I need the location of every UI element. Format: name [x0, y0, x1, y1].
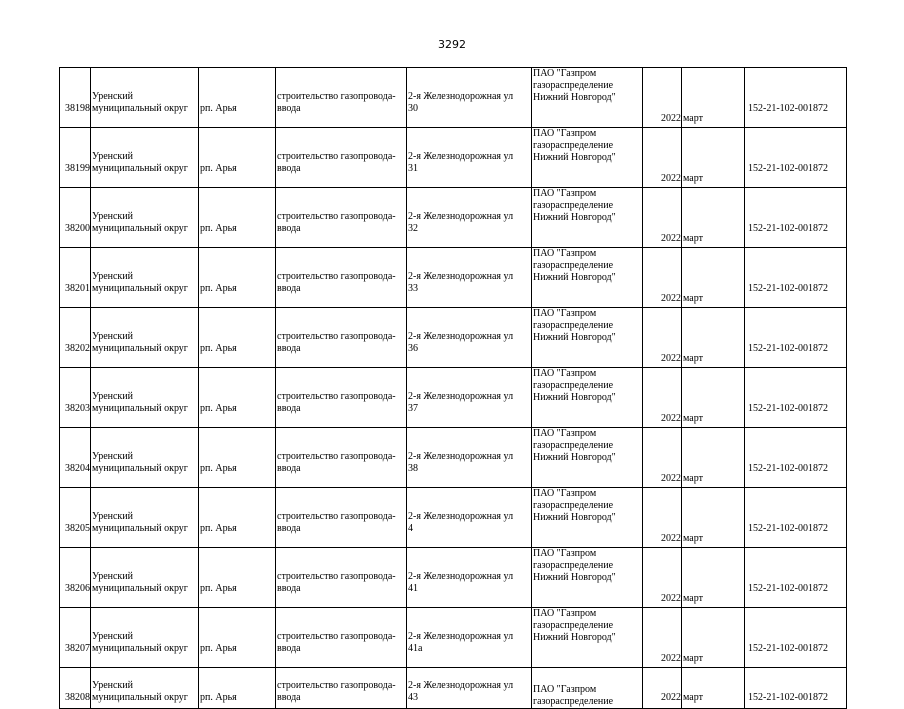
address-cell-line: 43	[408, 692, 418, 703]
address-cell-line: 2-я Железнодорожная ул	[408, 151, 514, 162]
address-cell-line: 36	[408, 343, 418, 354]
year-cell: 2022	[643, 428, 682, 488]
table-row	[60, 188, 847, 248]
address-cell	[407, 128, 532, 188]
table-row	[60, 308, 847, 368]
work-type-cell-line: строительство газопровода-	[277, 211, 396, 222]
address-cell	[407, 368, 532, 428]
address-cell-line: 41	[408, 583, 418, 594]
district-cell-line: муниципальный округ	[92, 163, 188, 174]
address-cell-line: 32	[408, 223, 418, 234]
organization-cell-line: ПАО "Газпром	[533, 608, 597, 619]
year-cell: 2022	[643, 128, 682, 188]
work-type-cell-line: строительство газопровода-	[277, 331, 396, 342]
district-cell	[91, 248, 199, 308]
address-cell	[407, 188, 532, 248]
address-cell-line: 2-я Железнодорожная ул	[408, 511, 514, 522]
address-cell-line: 30	[408, 103, 418, 114]
organization-cell-line: ПАО "Газпром	[533, 548, 597, 559]
district-cell-line: муниципальный округ	[92, 583, 188, 594]
row-number: 38204	[60, 428, 91, 488]
work-type-cell	[276, 308, 407, 368]
work-type-cell-line: ввода	[277, 643, 301, 654]
organization-cell-line: газораспределение	[533, 200, 614, 211]
organization-cell-line: газораспределение	[533, 560, 614, 571]
settlement-cell: рп. Арья	[199, 428, 276, 488]
address-cell-line: 31	[408, 163, 418, 174]
organization-cell	[532, 608, 643, 668]
organization-cell-line: газораспределение	[533, 696, 614, 707]
work-type-cell-line: строительство газопровода-	[277, 511, 396, 522]
district-cell-line: муниципальный округ	[92, 463, 188, 474]
address-cell-line: 2-я Железнодорожная ул	[408, 91, 514, 102]
table-row	[60, 128, 847, 188]
row-number: 38202	[60, 308, 91, 368]
district-cell-line: Уренский	[92, 331, 133, 342]
row-number: 38199	[60, 128, 91, 188]
work-type-cell	[276, 68, 407, 128]
address-cell-line: 2-я Железнодорожная ул	[408, 391, 514, 402]
district-cell	[91, 308, 199, 368]
code-cell: 152-21-102-001872	[745, 608, 847, 668]
code-cell: 152-21-102-001872	[745, 128, 847, 188]
organization-cell-line: ПАО "Газпром	[533, 684, 597, 695]
organization-cell-line: Нижний Новгород"	[533, 272, 616, 283]
organization-cell-line: Нижний Новгород"	[533, 632, 616, 643]
organization-cell	[532, 68, 643, 128]
code-cell: 152-21-102-001872	[745, 428, 847, 488]
code-cell: 152-21-102-001872	[745, 668, 847, 709]
row-number: 38206	[60, 548, 91, 608]
table-row	[60, 368, 847, 428]
month-cell: март	[682, 608, 745, 668]
district-cell-line: муниципальный округ	[92, 523, 188, 534]
organization-cell-line: ПАО "Газпром	[533, 128, 597, 139]
organization-cell-line: Нижний Новгород"	[533, 152, 616, 163]
month-cell: март	[682, 428, 745, 488]
address-cell-line: 4	[408, 523, 413, 534]
district-cell-line: муниципальный округ	[92, 283, 188, 294]
row-number: 38198	[60, 68, 91, 128]
organization-cell-line: газораспределение	[533, 620, 614, 631]
work-type-cell-line: строительство газопровода-	[277, 631, 396, 642]
district-cell-line: Уренский	[92, 151, 133, 162]
district-cell-line: Уренский	[92, 451, 133, 462]
address-cell	[407, 428, 532, 488]
address-cell-line: 2-я Железнодорожная ул	[408, 211, 514, 222]
year-cell: 2022	[643, 668, 682, 709]
district-cell-line: Уренский	[92, 391, 133, 402]
work-type-cell-line: строительство газопровода-	[277, 571, 396, 582]
work-type-cell-line: строительство газопровода-	[277, 271, 396, 282]
year-cell: 2022	[643, 368, 682, 428]
work-type-cell	[276, 668, 407, 709]
district-cell	[91, 668, 199, 709]
work-type-cell-line: ввода	[277, 403, 301, 414]
address-cell	[407, 548, 532, 608]
address-cell	[407, 68, 532, 128]
district-cell-line: муниципальный округ	[92, 403, 188, 414]
district-cell-line: муниципальный округ	[92, 223, 188, 234]
row-number: 38205	[60, 488, 91, 548]
month-cell: март	[682, 188, 745, 248]
district-cell-line: Уренский	[92, 271, 133, 282]
address-cell	[407, 308, 532, 368]
work-type-cell	[276, 428, 407, 488]
organization-cell-line: газораспределение	[533, 320, 614, 331]
organization-cell	[532, 188, 643, 248]
row-number: 38201	[60, 248, 91, 308]
row-number: 38200	[60, 188, 91, 248]
organization-cell-line: ПАО "Газпром	[533, 248, 597, 259]
district-cell	[91, 428, 199, 488]
district-cell	[91, 548, 199, 608]
work-type-cell	[276, 128, 407, 188]
organization-cell-line: Нижний Новгород"	[533, 452, 616, 463]
year-cell: 2022	[643, 248, 682, 308]
work-type-cell-line: строительство газопровода-	[277, 151, 396, 162]
organization-cell-line: ПАО "Газпром	[533, 308, 597, 319]
address-cell	[407, 488, 532, 548]
address-cell-line: 38	[408, 463, 418, 474]
organization-cell-line: ПАО "Газпром	[533, 488, 597, 499]
organization-cell	[532, 488, 643, 548]
organization-cell	[532, 668, 643, 709]
district-cell-line: Уренский	[92, 631, 133, 642]
settlement-cell: рп. Арья	[199, 548, 276, 608]
work-type-cell	[276, 608, 407, 668]
table-row	[60, 488, 847, 548]
settlement-cell: рп. Арья	[199, 308, 276, 368]
address-cell-line: 2-я Железнодорожная ул	[408, 331, 514, 342]
year-cell: 2022	[643, 68, 682, 128]
month-cell: март	[682, 368, 745, 428]
organization-cell-line: Нижний Новгород"	[533, 92, 616, 103]
month-cell: март	[682, 308, 745, 368]
table-row	[60, 668, 847, 709]
district-cell-line: Уренский	[92, 680, 133, 691]
organization-cell-line: газораспределение	[533, 80, 614, 91]
registry-table	[59, 67, 847, 709]
code-cell: 152-21-102-001872	[745, 248, 847, 308]
year-cell: 2022	[643, 188, 682, 248]
address-cell-line: 2-я Железнодорожная ул	[408, 631, 514, 642]
code-cell: 152-21-102-001872	[745, 188, 847, 248]
district-cell-line: муниципальный округ	[92, 692, 188, 703]
code-cell: 152-21-102-001872	[745, 548, 847, 608]
organization-cell	[532, 368, 643, 428]
district-cell-line: Уренский	[92, 511, 133, 522]
district-cell	[91, 188, 199, 248]
row-number: 38203	[60, 368, 91, 428]
year-cell: 2022	[643, 548, 682, 608]
organization-cell	[532, 428, 643, 488]
organization-cell-line: ПАО "Газпром	[533, 368, 597, 379]
year-cell: 2022	[643, 488, 682, 548]
organization-cell	[532, 308, 643, 368]
work-type-cell	[276, 188, 407, 248]
month-cell: март	[682, 488, 745, 548]
table-body	[60, 68, 847, 709]
work-type-cell	[276, 488, 407, 548]
settlement-cell: рп. Арья	[199, 368, 276, 428]
address-cell-line: 41а	[408, 643, 423, 654]
row-number: 38208	[60, 668, 91, 709]
work-type-cell-line: строительство газопровода-	[277, 391, 396, 402]
organization-cell-line: ПАО "Газпром	[533, 188, 597, 199]
year-cell: 2022	[643, 608, 682, 668]
district-cell-line: муниципальный округ	[92, 103, 188, 114]
organization-cell-line: Нижний Новгород"	[533, 572, 616, 583]
work-type-cell-line: строительство газопровода-	[277, 451, 396, 462]
code-cell: 152-21-102-001872	[745, 308, 847, 368]
organization-cell	[532, 128, 643, 188]
code-cell: 152-21-102-001872	[745, 68, 847, 128]
district-cell	[91, 488, 199, 548]
table-row	[60, 548, 847, 608]
district-cell-line: муниципальный округ	[92, 343, 188, 354]
organization-cell-line: Нижний Новгород"	[533, 512, 616, 523]
organization-cell-line: ПАО "Газпром	[533, 68, 597, 79]
settlement-cell: рп. Арья	[199, 488, 276, 548]
organization-cell-line: Нижний Новгород"	[533, 392, 616, 403]
organization-cell-line: Нижний Новгород"	[533, 332, 616, 343]
settlement-cell: рп. Арья	[199, 608, 276, 668]
work-type-cell	[276, 368, 407, 428]
year-cell: 2022	[643, 308, 682, 368]
organization-cell-line: Нижний Новгород"	[533, 212, 616, 223]
district-cell-line: муниципальный округ	[92, 643, 188, 654]
settlement-cell: рп. Арья	[199, 128, 276, 188]
address-cell-line: 2-я Железнодорожная ул	[408, 571, 514, 582]
address-cell	[407, 248, 532, 308]
work-type-cell	[276, 248, 407, 308]
work-type-cell-line: ввода	[277, 583, 301, 594]
settlement-cell: рп. Арья	[199, 188, 276, 248]
district-cell	[91, 128, 199, 188]
table-row	[60, 248, 847, 308]
address-cell	[407, 668, 532, 709]
month-cell: март	[682, 668, 745, 709]
work-type-cell-line: ввода	[277, 163, 301, 174]
district-cell	[91, 608, 199, 668]
address-cell-line: 2-я Железнодорожная ул	[408, 271, 514, 282]
work-type-cell-line: строительство газопровода-	[277, 91, 396, 102]
settlement-cell: рп. Арья	[199, 668, 276, 709]
month-cell: март	[682, 128, 745, 188]
organization-cell	[532, 248, 643, 308]
organization-cell-line: газораспределение	[533, 380, 614, 391]
district-cell-line: Уренский	[92, 571, 133, 582]
address-cell	[407, 608, 532, 668]
address-cell-line: 33	[408, 283, 418, 294]
row-number: 38207	[60, 608, 91, 668]
work-type-cell-line: ввода	[277, 523, 301, 534]
district-cell-line: Уренский	[92, 211, 133, 222]
organization-cell-line: газораспределение	[533, 440, 614, 451]
month-cell: март	[682, 548, 745, 608]
address-cell-line: 2-я Железнодорожная ул	[408, 680, 514, 691]
district-cell-line: Уренский	[92, 91, 133, 102]
address-cell-line: 2-я Железнодорожная ул	[408, 451, 514, 462]
address-cell-line: 37	[408, 403, 418, 414]
district-cell	[91, 368, 199, 428]
organization-cell-line: газораспределение	[533, 500, 614, 511]
table-row	[60, 608, 847, 668]
organization-cell-line: ПАО "Газпром	[533, 428, 597, 439]
month-cell: март	[682, 68, 745, 128]
work-type-cell-line: ввода	[277, 103, 301, 114]
district-cell	[91, 68, 199, 128]
work-type-cell-line: ввода	[277, 463, 301, 474]
code-cell: 152-21-102-001872	[745, 488, 847, 548]
code-cell: 152-21-102-001872	[745, 368, 847, 428]
organization-cell-line: газораспределение	[533, 260, 614, 271]
work-type-cell-line: ввода	[277, 223, 301, 234]
work-type-cell-line: ввода	[277, 692, 301, 703]
work-type-cell-line: ввода	[277, 343, 301, 354]
work-type-cell	[276, 548, 407, 608]
work-type-cell-line: ввода	[277, 283, 301, 294]
organization-cell	[532, 548, 643, 608]
settlement-cell: рп. Арья	[199, 248, 276, 308]
organization-cell-line: газораспределение	[533, 140, 614, 151]
table-row	[60, 68, 847, 128]
work-type-cell-line: строительство газопровода-	[277, 680, 396, 691]
settlement-cell: рп. Арья	[199, 68, 276, 128]
table-row	[60, 428, 847, 488]
month-cell: март	[682, 248, 745, 308]
page-number: 3292	[438, 38, 466, 51]
